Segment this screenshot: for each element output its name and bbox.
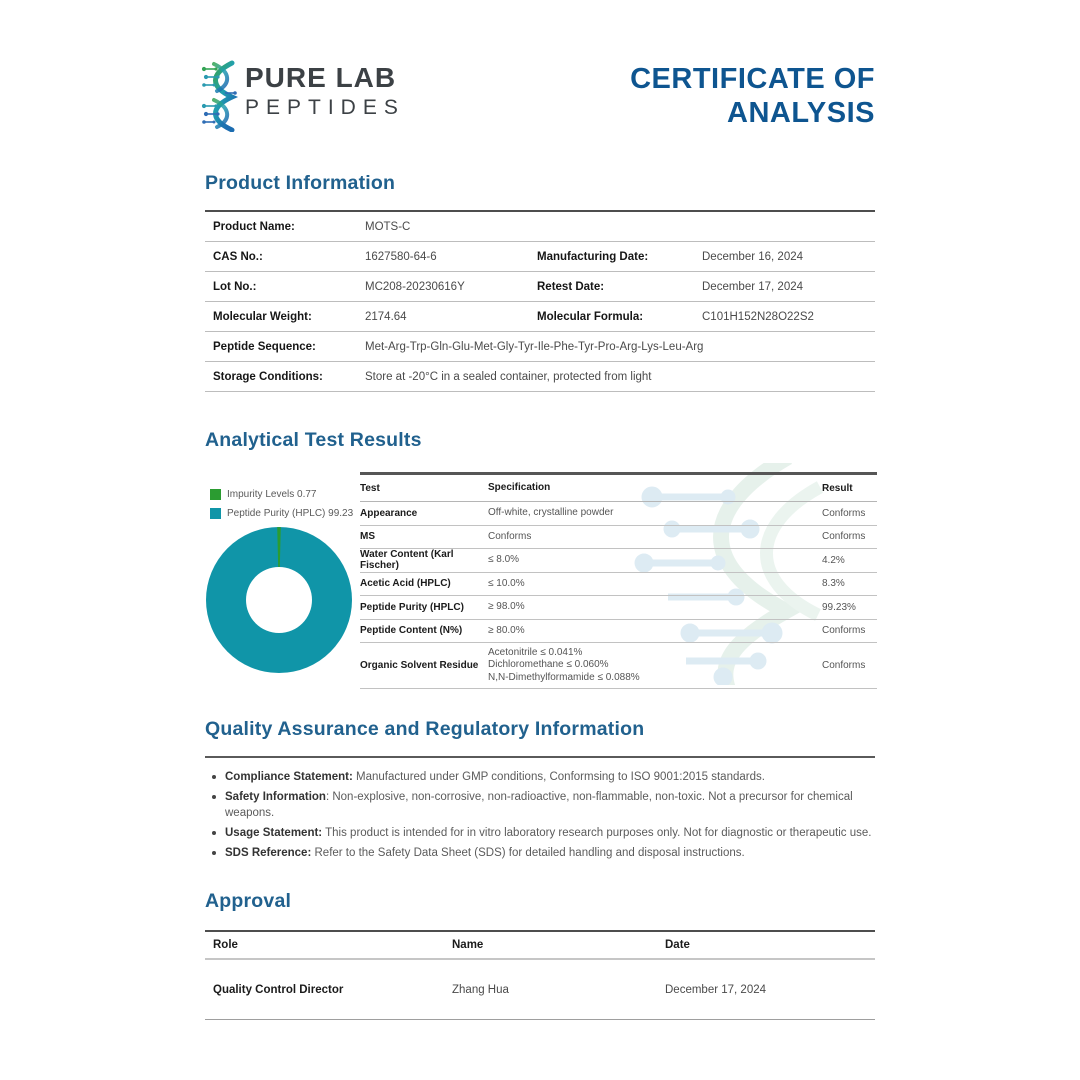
document-title-line2: ANALYSIS [727, 97, 875, 129]
bullet-label: Compliance Statement: [225, 771, 353, 783]
field-value: December 17, 2024 [702, 280, 804, 293]
table-row [205, 332, 875, 362]
qa-divider [205, 756, 875, 758]
list-item [209, 845, 877, 861]
legend-label: Peptide Purity (HPLC) 99.23 [227, 508, 354, 519]
legend-item [210, 508, 353, 519]
table-row [205, 960, 875, 1020]
field-label: Lot No.: [213, 280, 257, 293]
logo-line1: PURE LAB [245, 62, 397, 93]
approval-table [205, 930, 875, 1020]
test-result: Conforms [822, 625, 866, 637]
test-name: MS [360, 531, 375, 543]
bullet-text: Refer to the Safety Data Sheet (SDS) for detailed handling and disposal instructions. [311, 847, 745, 859]
column-header-date: Date [665, 939, 690, 951]
test-name: Organic Solvent Residue [360, 660, 479, 671]
list-item [209, 789, 877, 821]
test-name: Water Content (Karl Fischer) [360, 549, 454, 572]
qa-heading: Quality Assurance and Regulatory Information [205, 718, 645, 740]
bullet-label: SDS Reference: [225, 847, 312, 859]
approver-role: Quality Control Director [213, 983, 344, 996]
table-row [205, 362, 875, 392]
test-result: Conforms [822, 660, 866, 671]
table-row [360, 549, 877, 573]
table-row [360, 620, 877, 644]
test-name: Appearance [360, 507, 418, 519]
test-spec: Conforms [488, 530, 532, 542]
table-row [360, 573, 877, 597]
test-spec: ≥ 98.0% [488, 601, 525, 612]
purity-donut-chart [203, 524, 355, 676]
analytical-heading: Analytical Test Results [205, 429, 422, 451]
column-header-role: Role [213, 939, 238, 951]
spec-line: N,N-Dimethylformamide ≤ 0.088% [488, 671, 640, 683]
test-result: 99.23% [822, 601, 856, 613]
field-label: Product Name: [213, 220, 295, 233]
legend-item [210, 489, 353, 500]
field-value: MOTS-C [365, 220, 411, 233]
bullet-label: Usage Statement: [225, 827, 323, 839]
field-label: Molecular Weight: [213, 310, 312, 323]
impurity-swatch-icon [210, 489, 221, 500]
approver-name: Zhang Hua [452, 983, 509, 996]
bullet-text: Manufactured under GMP conditions, Conformsing to ISO 9001:2015 standards. [352, 771, 765, 783]
document-title-line1: CERTIFICATE OF [630, 63, 875, 95]
test-spec: Off-white, crystalline powder [488, 507, 614, 518]
list-item [209, 825, 877, 841]
column-header-spec: Specification [488, 481, 551, 493]
test-result: 4.2% [822, 554, 845, 566]
spec-line: Dichloromethane ≤ 0.060% [488, 659, 609, 671]
column-header-result: Result [822, 482, 853, 494]
bullet-text: This product is intended for in vitro laboratory research purposes only. Not for diagnostic or therapeutic use. [322, 827, 872, 839]
test-result: 8.3% [822, 578, 845, 590]
column-header-name: Name [452, 939, 484, 951]
document-title [480, 62, 875, 130]
field-value: 2174.64 [365, 310, 407, 323]
product-info-heading: Product Information [205, 172, 396, 194]
test-spec: ≤ 10.0% [488, 577, 525, 589]
chart-legend [210, 489, 353, 527]
test-spec [488, 647, 822, 685]
test-name: Peptide Content (N%) [360, 625, 463, 637]
field-label: Peptide Sequence: [213, 340, 316, 353]
logo-line2: PEPTIDES [245, 96, 405, 119]
test-name: Acetic Acid (HPLC) [360, 578, 451, 590]
approval-date: December 17, 2024 [665, 983, 767, 996]
field-value: Met-Arg-Trp-Gln-Glu-Met-Gly-Tyr-Ile-Phe-Tyr-Pro-Arg-Lys-Leu-Arg [365, 340, 704, 353]
field-label: Storage Conditions: [213, 370, 323, 383]
purity-swatch-icon [210, 508, 221, 519]
field-value: Store at -20°C in a sealed container, protected from light [365, 370, 652, 383]
table-row [205, 212, 875, 242]
product-info-table [205, 210, 875, 392]
test-name: Peptide Purity (HPLC) [360, 601, 464, 613]
field-label: Retest Date: [537, 280, 605, 293]
analytical-table [360, 472, 877, 689]
bullet-text: : Non-explosive, non-corrosive, non-radioactive, non-flammable, non-toxic. Not a precursor for chemical weapons. [225, 791, 853, 819]
field-label: CAS No.: [213, 250, 263, 263]
legend-label: Impurity Levels 0.77 [227, 489, 317, 500]
column-header-test: Test [360, 482, 380, 494]
field-value: MC208-20230616Y [365, 280, 465, 293]
table-row [360, 596, 877, 620]
qa-bullet-list [209, 769, 877, 865]
logo-wordmark [245, 64, 405, 118]
field-label: Manufacturing Date: [537, 250, 649, 263]
test-spec: ≤ 8.0% [488, 554, 520, 565]
spec-line: Acetonitrile ≤ 0.041% [488, 646, 583, 658]
test-result: Conforms [822, 531, 866, 543]
table-row [205, 242, 875, 272]
field-value: C101H152N28O22S2 [702, 310, 814, 323]
analytical-table-header [360, 475, 877, 502]
field-label: Molecular Formula: [537, 310, 644, 323]
approval-table-header [205, 932, 875, 960]
table-row [205, 302, 875, 332]
table-row [360, 526, 877, 550]
table-row [360, 643, 877, 689]
test-spec: ≥ 80.0% [488, 624, 525, 636]
list-item [209, 769, 877, 785]
table-row [360, 502, 877, 526]
field-value: 1627580-64-6 [365, 250, 437, 263]
table-row [205, 272, 875, 302]
test-result: Conforms [822, 507, 866, 519]
bullet-label: Safety Information [225, 791, 326, 803]
approval-heading: Approval [205, 890, 292, 912]
dna-helix-logo-icon [201, 60, 241, 132]
field-value: December 16, 2024 [702, 250, 804, 263]
